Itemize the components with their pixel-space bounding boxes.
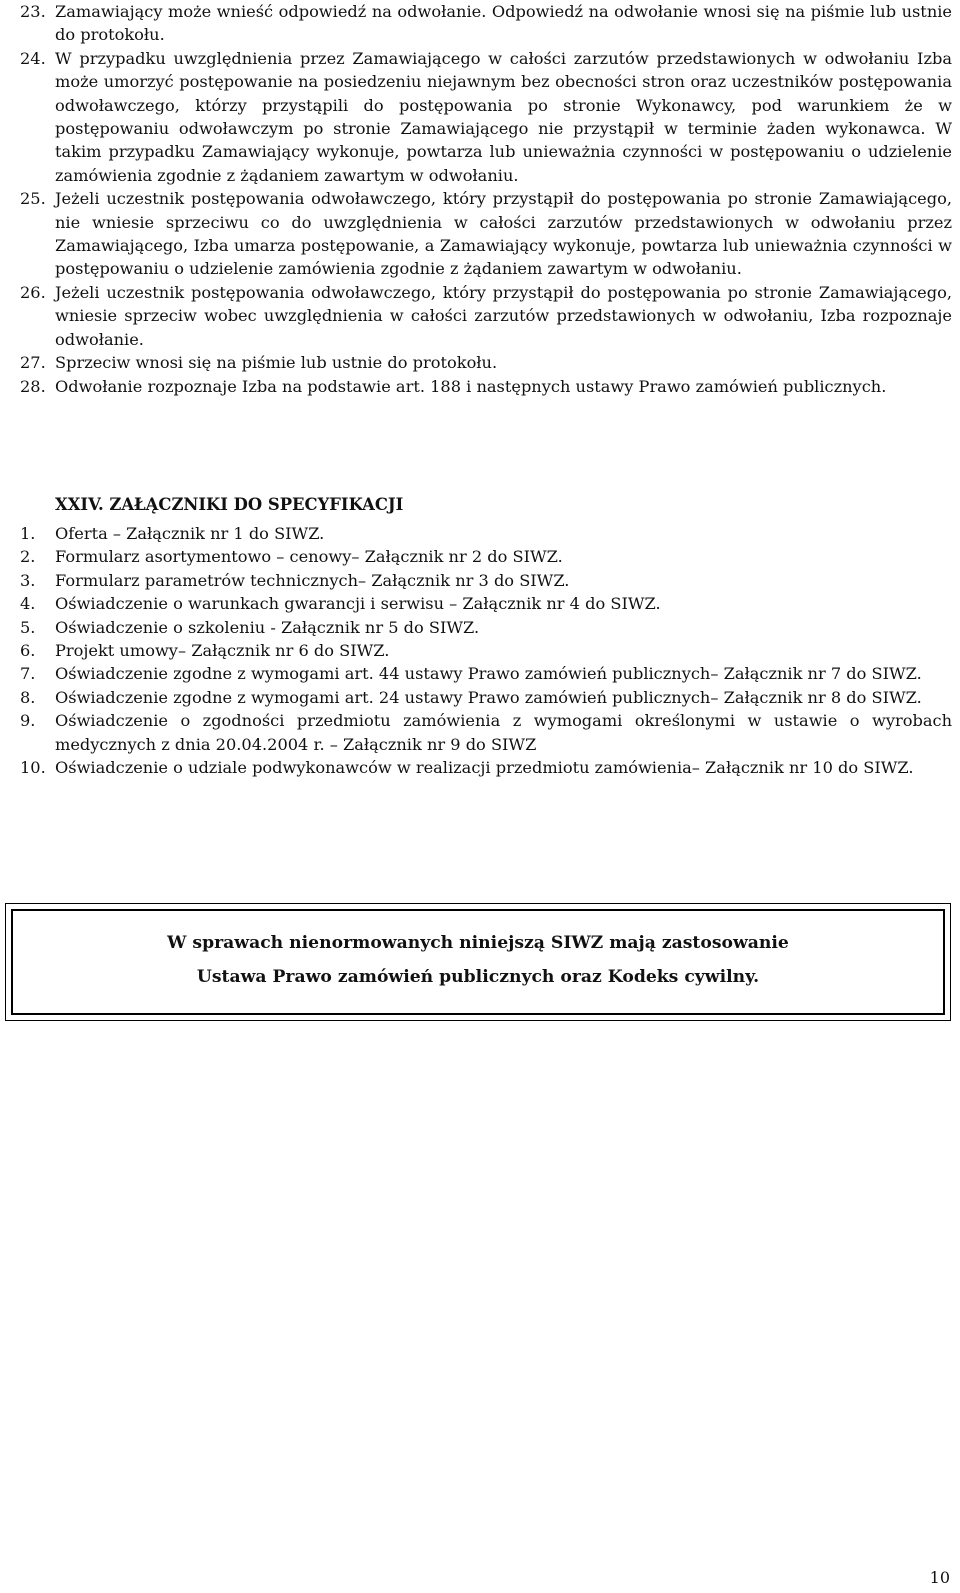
list-item bbox=[20, 47, 952, 187]
item-text: Odwołanie rozpoznaje Izba na podstawie art. 188 i następnych ustawy Prawo zamówień publicznych. bbox=[55, 376, 887, 396]
list-item bbox=[20, 662, 952, 685]
list-item bbox=[20, 281, 952, 351]
list-item bbox=[20, 187, 952, 281]
item-number: 27. bbox=[20, 353, 46, 373]
page-number: 10 bbox=[929, 1568, 950, 1587]
notice-box bbox=[5, 903, 951, 1021]
list-item bbox=[20, 592, 952, 615]
item-text: Formularz asortymentowo – cenowy– Załącznik nr 2 do SIWZ. bbox=[55, 547, 563, 567]
item-number: 26. bbox=[20, 282, 46, 302]
notice-box-inner bbox=[11, 909, 945, 1015]
attachments-list bbox=[20, 522, 952, 779]
section-heading: XXIV. ZAŁĄCZNIKI DO SPECYFIKACJI bbox=[55, 495, 404, 514]
item-number: 1. bbox=[20, 524, 36, 543]
item-text: Oświadczenie zgodne z wymogami art. 44 ustawy Prawo zamówień publicznych– Załącznik nr 7 do SIWZ. bbox=[55, 664, 922, 684]
item-number: 2. bbox=[20, 547, 36, 567]
list-item bbox=[20, 709, 952, 756]
item-number: 6. bbox=[20, 641, 36, 661]
item-number: 3. bbox=[20, 570, 36, 590]
item-text: Projekt umowy– Załącznik nr 6 do SIWZ. bbox=[55, 641, 390, 661]
item-number: 5. bbox=[20, 617, 36, 637]
item-number: 24. bbox=[20, 48, 46, 68]
item-text: Jeżeli uczestnik postępowania odwoławczego, który przystąpił do postępowania po stronie Zamawiającego, nie wniesie sprzeciwu co do uwzględnienia w całości zarzutów przedstawionych w odwołaniu przez Zamawiającego, Izba umarza postępowanie, a Zamawiający wykonuje, powtarza lub unieważnia czynności w postępowaniu o udzielenie zamówienia zgodnie z żądaniem zawartym w odwołaniu. bbox=[55, 189, 952, 279]
notice-line-1: W sprawach nienormowanych niniejszą SIWZ mają zastosowanie bbox=[167, 933, 789, 953]
item-number: 28. bbox=[20, 376, 46, 396]
item-text: Formularz parametrów technicznych– Załącznik nr 3 do SIWZ. bbox=[55, 570, 570, 590]
item-number: 25. bbox=[20, 189, 46, 209]
item-text: W przypadku uwzględnienia przez Zamawiającego w całości zarzutów przedstawionych w odwołaniu Izba może umorzyć postępowanie na posiedzeniu niejawnym bez obecności stron oraz uczestników postępowania odwoławczego, którzy przystąpili do postępowania po stronie Wykonawcy, pod warunkiem że w postępowaniu odwoławczym po stronie Zamawiającego nie przystąpił w terminie żaden wykonawca. W takim przypadku Zamawiający wykonuje, powtarza lub unieważnia czynności w postępowaniu o udzielenie zamówienia zgodnie z żądaniem zawartym w odwołaniu. bbox=[55, 48, 952, 185]
list-item bbox=[20, 0, 952, 47]
item-number: 10. bbox=[20, 758, 46, 778]
list-item bbox=[20, 756, 952, 779]
item-text: Oświadczenie zgodne z wymogami art. 24 ustawy Prawo zamówień publicznych– Załącznik nr 8 do SIWZ. bbox=[55, 687, 922, 707]
list-item bbox=[20, 351, 952, 374]
appeal-provisions-list bbox=[20, 0, 952, 398]
item-text: Sprzeciw wnosi się na piśmie lub ustnie do protokołu. bbox=[55, 353, 498, 373]
item-text: Oświadczenie o warunkach gwarancji i serwisu – Załącznik nr 4 do SIWZ. bbox=[55, 594, 661, 614]
item-number: 7. bbox=[20, 664, 36, 684]
item-number: 9. bbox=[20, 711, 36, 731]
list-item bbox=[20, 616, 952, 639]
list-item bbox=[20, 639, 952, 662]
list-item bbox=[20, 545, 952, 568]
list-item bbox=[20, 375, 952, 398]
list-item bbox=[20, 686, 952, 709]
item-text: Oświadczenie o udziale podwykonawców w realizacji przedmiotu zamówienia– Załącznik nr 10 do SIWZ. bbox=[55, 758, 914, 778]
notice-line-2: Ustawa Prawo zamówień publicznych oraz Kodeks cywilny. bbox=[196, 967, 760, 987]
item-text: Jeżeli uczestnik postępowania odwoławczego, który przystąpił do postępowania po stronie Zamawiającego, wniesie sprzeciw wobec uwzględnienia w całości zarzutów przedstawionych w odwołaniu, Izba rozpoznaje odwołanie. bbox=[55, 282, 952, 349]
item-number: 23. bbox=[20, 2, 46, 21]
list-item bbox=[20, 522, 952, 545]
item-text: Oferta – Załącznik nr 1 do SIWZ. bbox=[55, 524, 325, 543]
list-item bbox=[20, 569, 952, 592]
item-text: Zamawiający może wnieść odpowiedź na odwołanie. Odpowiedź na odwołanie wnosi się na piśmie lub ustnie do protokołu. bbox=[55, 2, 952, 45]
item-text: Oświadczenie o szkoleniu - Załącznik nr 5 do SIWZ. bbox=[55, 617, 480, 637]
item-number: 4. bbox=[20, 594, 36, 614]
item-number: 8. bbox=[20, 687, 36, 707]
item-text: Oświadczenie o zgodności przedmiotu zamówienia z wymogami określonymi w ustawie o wyrobach medycznych z dnia 20.04.2004 r. – Załącznik nr 9 do SIWZ bbox=[55, 711, 952, 754]
